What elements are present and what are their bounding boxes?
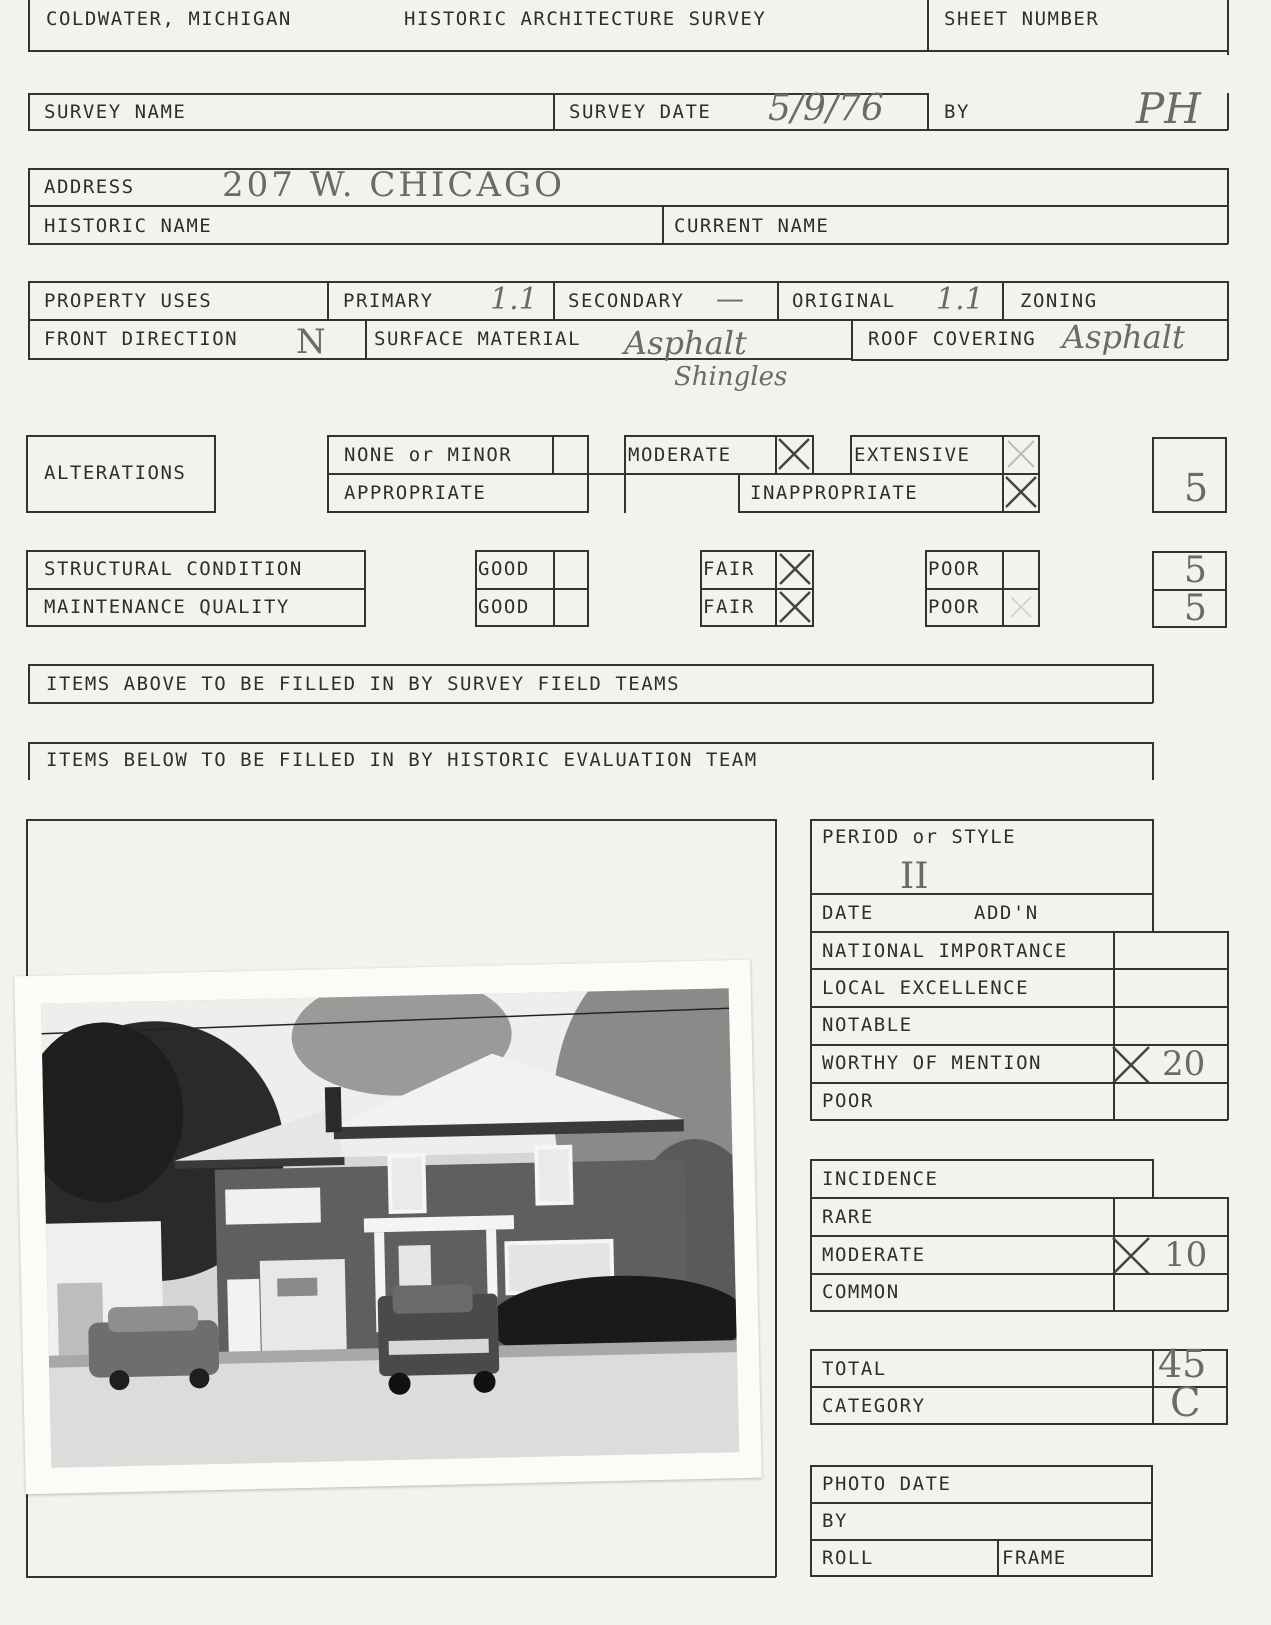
structural-fair-checkbox[interactable] (777, 551, 813, 587)
items-above-note: ITEMS ABOVE TO BE FILLED IN BY SURVEY FIELD TEAMS (46, 673, 681, 695)
date-label: DATE (822, 902, 874, 924)
moderate-incidence-checkbox[interactable] (1110, 1235, 1152, 1277)
maintenance-good-label: GOOD (478, 596, 530, 618)
worthy-of-mention-checkbox[interactable] (1110, 1044, 1152, 1086)
house-photo-image (41, 988, 739, 1467)
photo-date-label: PHOTO DATE (822, 1473, 952, 1495)
structural-fair-label: FAIR (703, 558, 755, 580)
structural-poor-label: POOR (928, 558, 980, 580)
appropriate-label: APPROPRIATE (344, 482, 487, 504)
addn-label: ADD'N (974, 902, 1039, 924)
extensive-label: EXTENSIVE (854, 444, 971, 466)
period-style-label: PERIOD or STYLE (822, 826, 1017, 848)
address-value: 207 W. CHICAGO (222, 165, 566, 205)
moderate-incidence-label: MODERATE (822, 1244, 926, 1266)
common-label: COMMON (822, 1281, 900, 1303)
address-label: ADDRESS (44, 176, 135, 198)
secondary-label: SECONDARY (568, 290, 685, 312)
historic-name-label: HISTORIC NAME (44, 215, 213, 237)
primary-value: 1.1 (490, 282, 538, 317)
total-value: 45 (1158, 1342, 1207, 1386)
property-uses-label: PROPERTY USES (44, 290, 213, 312)
alterations-label: ALTERATIONS (44, 462, 187, 484)
surface-material-label: SURFACE MATERIAL (374, 328, 582, 350)
current-name-label: CURRENT NAME (674, 215, 830, 237)
period-style-value: II (900, 856, 929, 897)
category-value: C (1170, 1380, 1201, 1426)
zoning-label: ZONING (1020, 290, 1098, 312)
inappropriate-label: INAPPROPRIATE (750, 482, 919, 504)
maintenance-fair-label: FAIR (703, 596, 755, 618)
moderate-checkbox[interactable] (776, 436, 812, 472)
original-label: ORIGINAL (792, 290, 896, 312)
survey-by-label: BY (944, 101, 970, 123)
surface-material-value-line2: Shingles (674, 362, 788, 392)
structural-condition-label: STRUCTURAL CONDITION (44, 558, 303, 580)
moderate-label: MODERATE (628, 444, 732, 466)
front-direction-label: FRONT DIRECTION (44, 328, 239, 350)
worthy-of-mention-score: 20 (1162, 1044, 1206, 1084)
maintenance-poor-checkbox[interactable] (1003, 589, 1039, 625)
national-importance-label: NATIONAL IMPORTANCE (822, 940, 1068, 962)
house-photograph (14, 960, 762, 1495)
category-label: CATEGORY (822, 1395, 926, 1417)
total-label: TOTAL (822, 1358, 887, 1380)
maintenance-quality-label: MAINTENANCE QUALITY (44, 596, 290, 618)
poor-label: POOR (822, 1090, 874, 1112)
photo-by-label: BY (822, 1510, 848, 1532)
city-label: COLDWATER, MICHIGAN (46, 8, 292, 30)
worthy-of-mention-label: WORTHY OF MENTION (822, 1052, 1042, 1074)
moderate-incidence-score: 10 (1164, 1235, 1208, 1275)
front-direction-value: N (296, 322, 326, 362)
local-excellence-label: LOCAL EXCELLENCE (822, 977, 1030, 999)
roll-label: ROLL (822, 1547, 874, 1569)
roof-covering-label: ROOF COVERING (868, 328, 1037, 350)
roof-covering-value: Asphalt (1062, 318, 1185, 356)
sheet-number-label: SHEET NUMBER (944, 8, 1100, 30)
inappropriate-checkbox[interactable] (1003, 474, 1039, 510)
surface-material-value: Asphalt (624, 324, 747, 362)
survey-date-label: SURVEY DATE (569, 101, 712, 123)
rare-label: RARE (822, 1206, 874, 1228)
none-minor-label: NONE or MINOR (344, 444, 513, 466)
structural-score: 5 (1184, 550, 1207, 591)
form-title: HISTORIC ARCHITECTURE SURVEY (404, 8, 767, 30)
structural-good-label: GOOD (478, 558, 530, 580)
items-below-note: ITEMS BELOW TO BE FILLED IN BY HISTORIC EVALUATION TEAM (46, 749, 758, 771)
notable-label: NOTABLE (822, 1014, 913, 1036)
maintenance-fair-checkbox[interactable] (777, 589, 813, 625)
incidence-label: INCIDENCE (822, 1168, 939, 1190)
alterations-score: 5 (1184, 466, 1209, 510)
frame-label: FRAME (1002, 1547, 1067, 1569)
survey-date-value: 5/9/76 (768, 88, 884, 129)
maintenance-poor-label: POOR (928, 596, 980, 618)
primary-label: PRIMARY (343, 290, 434, 312)
survey-name-label: SURVEY NAME (44, 101, 187, 123)
extensive-checkbox[interactable] (1003, 436, 1039, 472)
survey-by-value: PH (1136, 84, 1201, 133)
maintenance-score: 5 (1184, 588, 1207, 629)
original-value: 1.1 (936, 282, 984, 317)
secondary-value: — (716, 282, 744, 315)
